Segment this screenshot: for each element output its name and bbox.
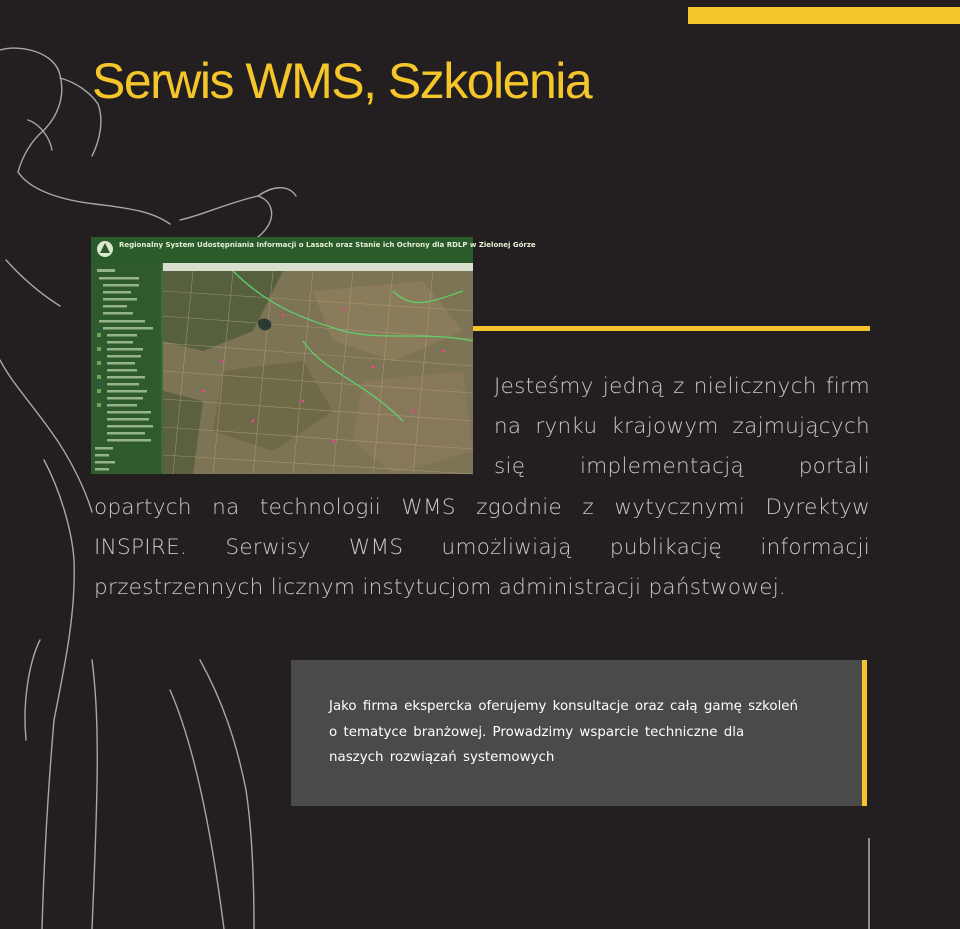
text-wrap-spacer <box>94 367 494 487</box>
services-info-box <box>291 660 862 806</box>
intro-paragraph-text: Jesteśmy jedną z nielicznych firm na rynku krajowym zajmujących się implementacją portali opartych na technologii WMS zgodnie z wytycznymi Dyrektyw INSPIRE. Serwisy WMS umożliwiają publikację informacji przestrzennych licznym instytucjom administracji państwowej. <box>94 374 870 601</box>
mid-accent-bar <box>473 326 870 331</box>
portal-header <box>91 237 536 263</box>
portal-title: Regionalny System Udostępniania Informacji o Lasach oraz Stanie ich Ochrony dla RDLP w Zielonej Górze <box>119 241 536 249</box>
intro-paragraph <box>94 367 870 608</box>
bottom-divider-line <box>868 838 870 929</box>
services-info-text: Jako firma ekspercka oferujemy konsultacje oraz całą gamę szkoleń o tematyce branżowej. Prowadzimy wsparcie techniczne dla naszych rozwiązań systemowych <box>329 699 799 765</box>
top-accent-bar <box>688 7 960 24</box>
info-box-accent-border <box>862 660 867 806</box>
page-title: Serwis WMS, Szkolenia <box>92 53 592 109</box>
map-toolbar <box>163 263 473 271</box>
forest-logo-icon <box>96 240 114 258</box>
